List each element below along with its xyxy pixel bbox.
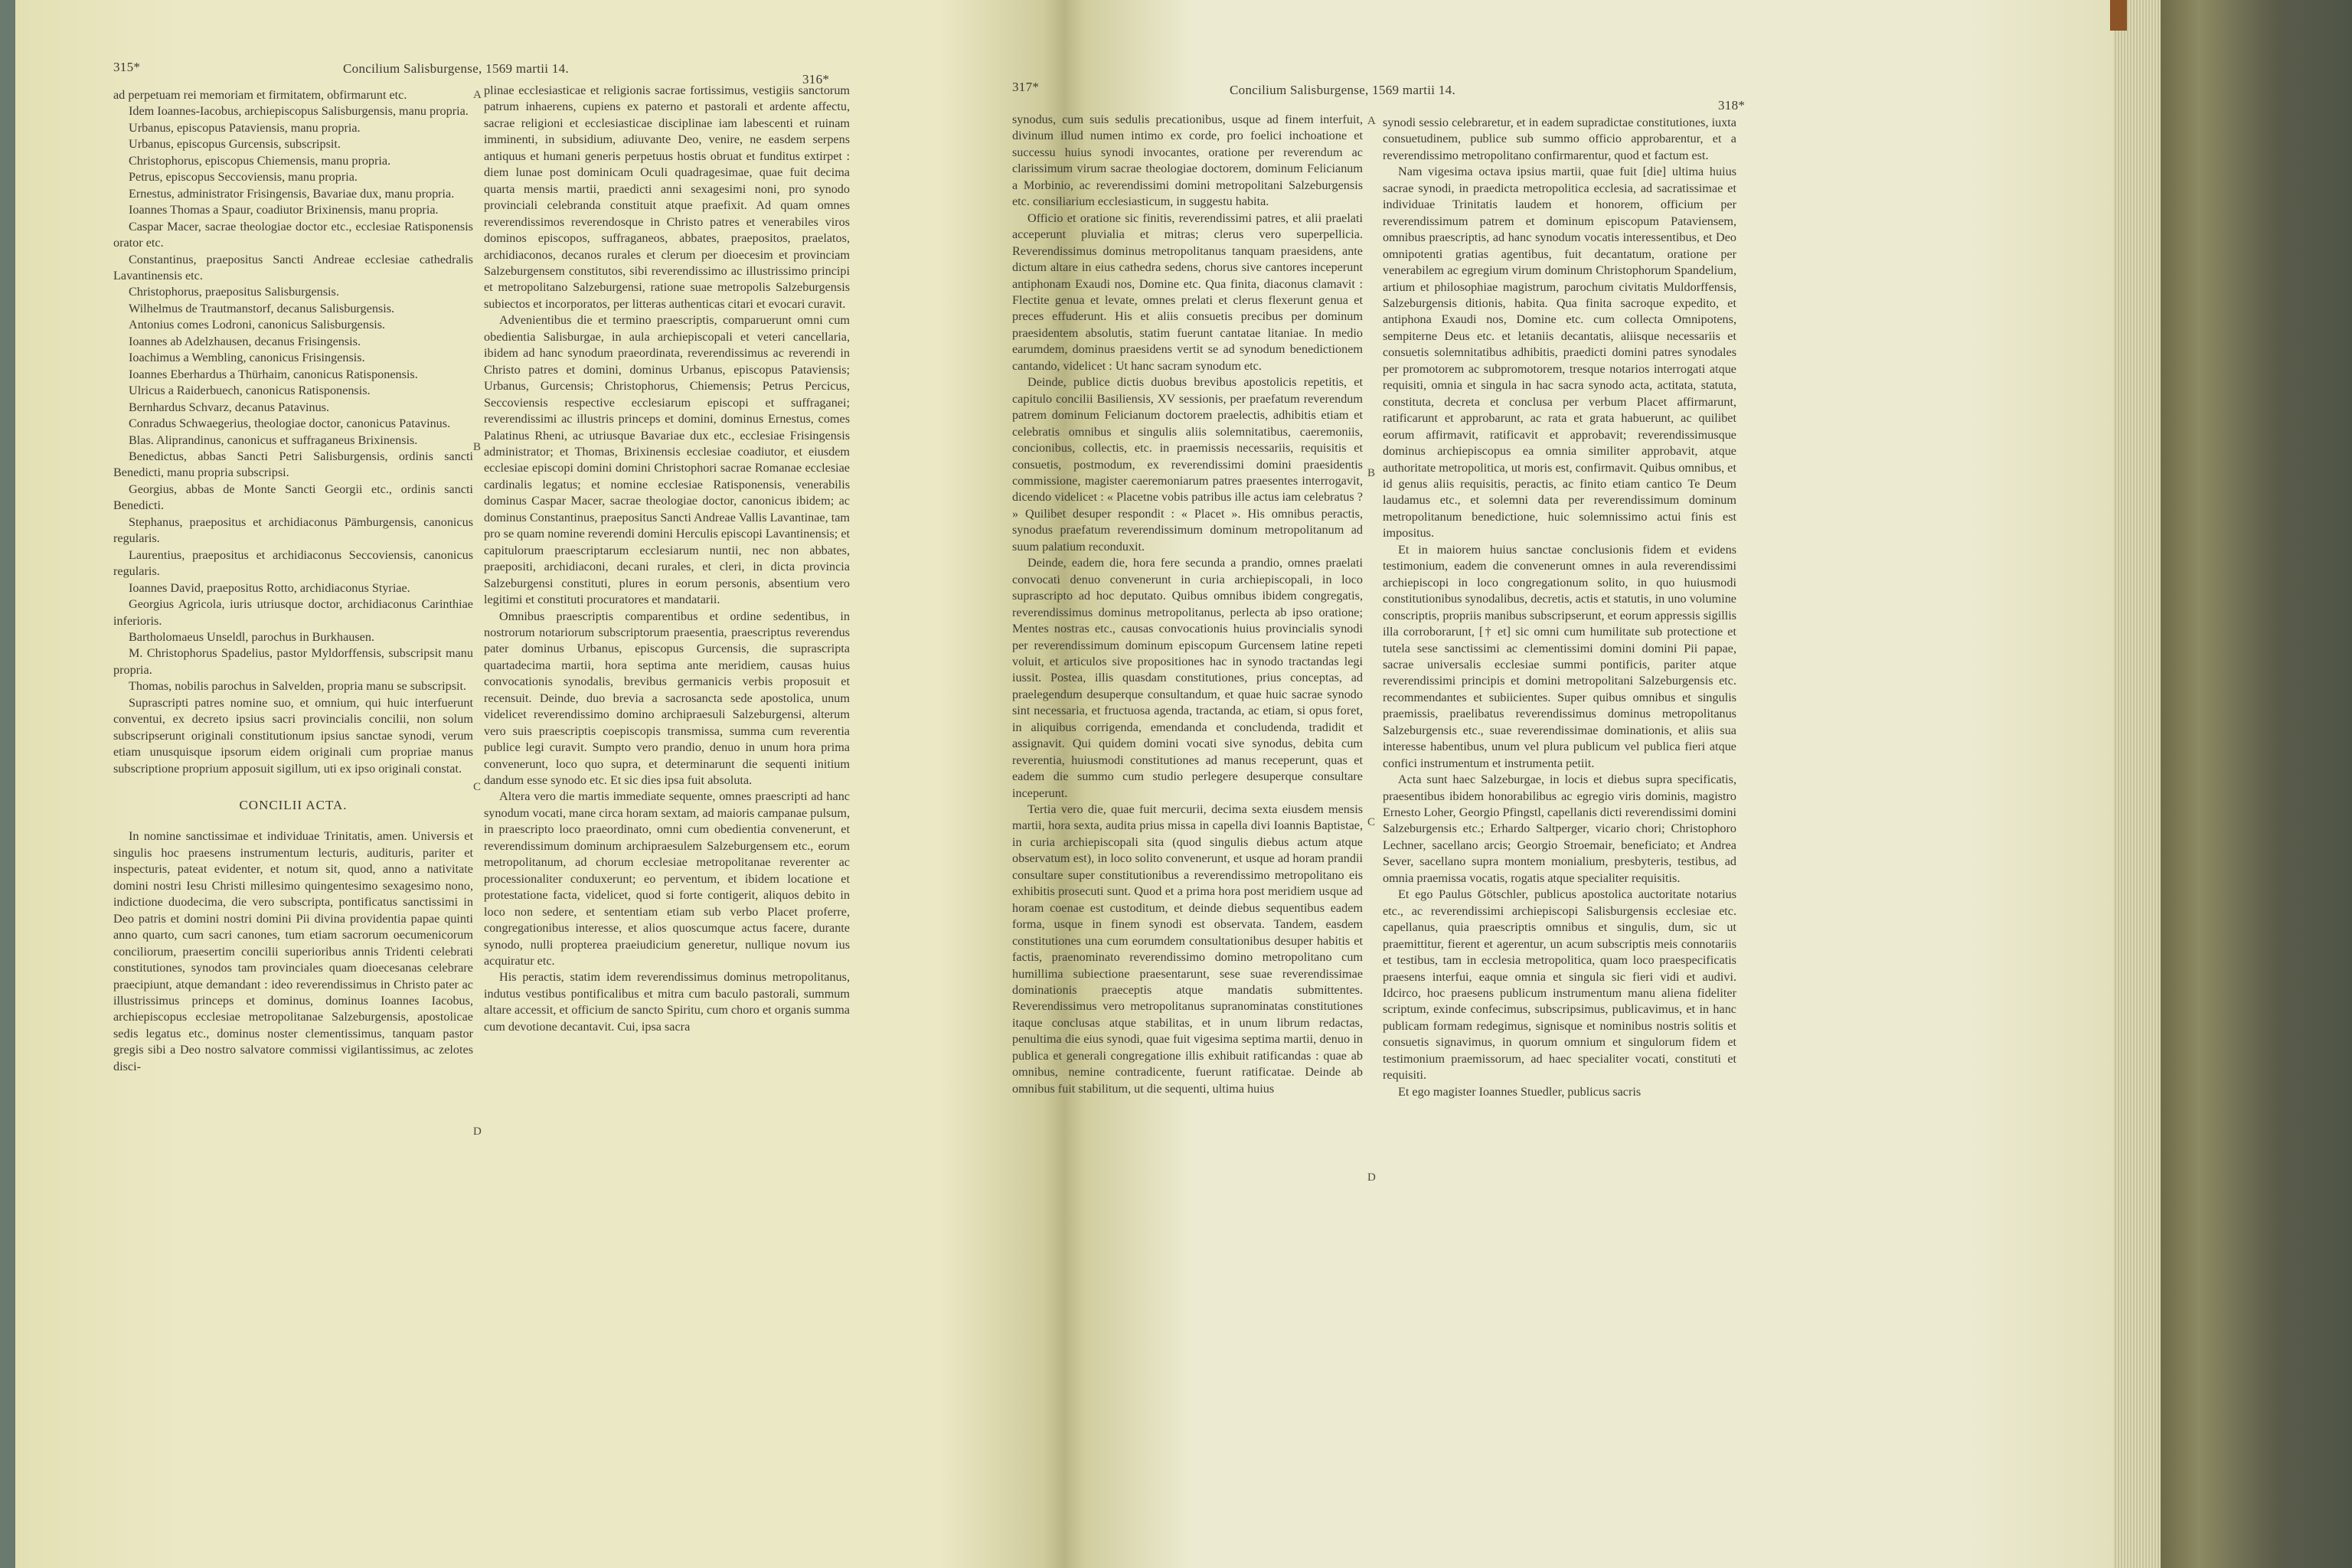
paragraph: Urbanus, episcopus Gurcensis, subscripsit. bbox=[129, 137, 341, 152]
paragraph: synodus, cum suis sedulis precationibus, usque ad finem interfuit, divinum illud numen intimo ex corde, pro foelici inchoatione et successu huius synodi invocantes, oratione per reverendum ac clarissimum virum sacrae theologiae doctorem, dominum Felicianum a Morbinio, ac reverendissimi domini metropolitani Salzeburgensis etc. consiliarium ecclesiasticum, in suggestu habita. bbox=[1012, 113, 1363, 209]
page-number-318: 318* bbox=[1718, 98, 1746, 113]
margin-letter-a: A bbox=[1367, 115, 1376, 127]
left-page-column-1 bbox=[113, 87, 473, 1075]
margin-letter-a: A bbox=[473, 89, 482, 101]
paragraph: Caspar Macer, sacrae theologiae doctor etc., ecclesiae Ratisponensis orator etc. bbox=[113, 219, 473, 250]
paragraph: Ernestus, administrator Frisingensis, Bavariae dux, manu propria. bbox=[129, 186, 455, 201]
paragraph: Blas. Aliprandinus, canonicus et suffraganeus Brixinensis. bbox=[129, 433, 418, 447]
paragraph: Et in maiorem huius sanctae conclusionis fidem et evidens testimonium, eadem die convenerunt omnes in aula reverendissimi archiepiscopi in loco congregationum solito, in quo huiusmodi constitutionibus synodalibus, decretis, actis et statutis, in uno volumine conscriptis, propriis manibus subscripserunt, et eorum appressis sigillis illa corroborarunt, [† et] sic omni cum humilitate sub protectione et tutela sese sanctissimi ac clementissimi domini domini Pii papae, sacrae universalis ecclesiae summi pontificis, pariter atque reverendissimi principis et domini metropolitani Salzeburgensis etc. recommendantes et subiicientes. Super quibus omnibus et singulis praemissis, praelibatus reverendissimus dominus metropolitanus Salzeburgensis etc., suae reverendissimae dominationis, et aliis sua interesse habentibus, unum vel plura publicum vel publica fieri atque confici instrumentum et instrumenta petiit. bbox=[1383, 542, 1736, 770]
paragraph: plinae ecclesiasticae et religionis sacrae fortissimus, vestigiis sanctorum patrum inhaerens, cupiens ex paterno et pastorali et ardente affectu, sacrae religioni et ecclesiasticae disciplinae iam labescenti et ruinam imminenti, in subsidium, adiuvante Deo, venire, ne easdem serpens antiquus et humani generis perpetuus hostis obruat et funditus extirpet : diem lunae post dominicam Oculi quadragesimae, quae fuit decima quarta mensis martii, praedicti anni sexagesimi noni, pro synodo provinciali celebranda constituit atque praefixit. Ad quam omnes reverendissimos reverendosque in Christo patres et venerabiles viros dominos episcopos, suffraganeos, abbates, praepositos, praelatos, archidiaconos, decanos rurales et clerum per dioecesim et provinciam Salzeburgensem constitutos, sibi reverendissimo ac illustrissimo principi et metropolitano Salzeburgensi, ratione suae metropolis Salzeburgensis subiectos et incorporatos, per litteras authenticas citari et evocari curavit. bbox=[484, 83, 850, 311]
right-page-column-2 bbox=[1383, 115, 1736, 1100]
paragraph: M. Christophorus Spadelius, pastor Myldorffensis, subscripsit manu propria. bbox=[113, 646, 473, 677]
paragraph: His peractis, statim idem reverendissimus dominus metropolitanus, indutus vestibus pontificalibus et mitra cum baculo pastorali, summum altare accessit, et officium de sancto Spiritu, cum choro et organis summa cum devotione decantavit. Cui, ipsa sacra bbox=[484, 970, 850, 1034]
paragraph: In nomine sanctissimae et individuae Trinitatis, amen. Universis et singulis hoc praesens instrumentum lecturis, audituris, pariter et inspecturis, pateat evidenter, et notum sit, quod, anno a nativitate domini nostri Iesu Christi millesimo quingentesimo sexagesimo nono, indictione duodecima, die vero subscripta, pontificatus sanctissimi in Deo patris et domini nostri domini Pii divina providentia papae quinti anno quarto, cum sacri canones, tum etiam sacrorum oecumenicorum conciliorum, praesertim concilii superioribus annis Tridenti celebrati constitutiones, synodos tam provinciales quam dioecesanas celebrare praecipiunt, atque demandant : ideo reverendissimus in Christo pater ac illustrissimus princeps et dominus, dominus Ioannes Iacobus, archiepiscopus ecclesiae metropolitanae Salzeburgensis, apostolicae sedis legatus etc., dominus noster clementissimus, tanquam pastor gregis sibi a Deo nostro salvatore commissi vigilantissimus, ac zelotes disci- bbox=[113, 829, 473, 1073]
right-page-column-1 bbox=[1012, 112, 1363, 1097]
paragraph: Et ego Paulus Götschler, publicus apostolica auctoritate notarius etc., ac reverendissimi archiepiscopi Salisburgensis ecclesiae etc. capellanus, quia praescriptis omnibus et singulis, dum, sic ut praemittitur, fierent et agerentur, un acum subscriptis meis connotariis et testibus, tam in ecclesia metropolitica, quam loco praespecificatis praesens interfui, eaque omnia et singula sic fieri vidi et audivi. Idcirco, hoc praesens publicum instrumentum manu aliena fideliter scriptum, exinde confecimus, subscripsimus, publicavimus, et in hanc publicam formam redegimus, signisque et nominibus nostris solitis et consuetis signavimus, in quorum omnium et singulorum fidem et testimonium praemissorum, ad haec specialiter vocati, constituti et requisiti. bbox=[1383, 887, 1736, 1083]
paragraph: Omnibus praescriptis comparentibus et ordine sedentibus, in nostrorum notariorum subscriptorum praesentia, praescriptus reverendus pater dominus Urbanus, episcopus Gurcensis, die suprascripta quartadecima martii, hora septima ante meridiem, causas huius convocationis synodalis, brevibus germanicis verbis proposuit et recensuit. Deinde, duo brevia a sacrosancta sede apostolica, unum videlicet reverendissimo domino archipraesuli Salzeburgensi, alterum vero suis praescriptis coepiscopis transmissa, summa cum reverentia publice legi curavit. Sumpto vero prandio, denuo in unum hora prima convenerunt, loco quo supra, et determinarunt die sequenti initium dandum esse synodo etc. Et sic dies ipsa fuit absoluta. bbox=[484, 609, 850, 788]
section-heading: CONCILII ACTA. bbox=[239, 798, 348, 813]
paragraph: Antonius comes Lodroni, canonicus Salisburgensis. bbox=[129, 318, 386, 332]
margin-letter-d: D bbox=[1367, 1171, 1376, 1184]
page-number-315: 315* bbox=[113, 60, 141, 74]
paragraph: Nam vigesima octava ipsius martii, quae fuit [die] ultima huius sacrae synodi, in praedicta metropolitica ecclesia, ad sacratissimae et individuae Trinitatis laudem et honorem, officium per reverendissimum patrem et dominum episcopum Pataviensem, omnibus praescriptis, ad hanc synodum vocatis interessentibus, et Deo omnipotenti gratias agentibus, fuit decantatum, oratione per venerabilem ac egregium virum dominum Christophorum Spandelium, artium et philosophiae magistrum, parochum civitatis Muldorffensis, Salzeburgensis ditionis, habita. Qua finita sacroque expedito, et antiphona Exaudi nos, Domine etc. cum collecta Omnipotens, sempiterne Deus etc. et letaniis decantatis, aliisque necessariis et consuetis solemnitatibus adhibitis, praedicti domini patres synodales per promotorem ac subpromotorem, tresque notarios interrogati atque requisiti, omnia et singula in hac sacra synodo acta, actitata, statuta, constituta, decreta et conclusa per verbum Placet affirmarunt, ratificarunt et approbarunt, ac rata et grata habuerunt, ac quilibet eorum affirmavit, ratificavit et approbavit; reverendissimusque dominus archiepiscopus ea omnia similiter approbavit, atque authoritate metropolitica, ut moris est, confirmavit. Quibus omnibus, et id genus aliis requisitis, peractis, ac finito etiam cantico Te Deum laudamus etc., et solemni data per reverendissimum dominum metropolitanum benedictione, huic solemnissimo actui finis est impositus. bbox=[1383, 165, 1736, 541]
margin-letter-b: B bbox=[1367, 467, 1376, 479]
paragraph: Laurentius, praepositus et archidiaconus Seccoviensis, canonicus regularis. bbox=[113, 547, 473, 579]
page-edges bbox=[2113, 0, 2161, 1568]
paragraph: Officio et oratione sic finitis, reverendissimi patres, et alii praelati acceperunt pluvialia et mitras; clerus vero superpellicia. Reverendissimus dominus metropolitanus tanquam praesidens, ante dictum altare in eius cathedra sedens, chorus sive cantores inceperunt antiphonam Exaudi nos, Domine etc. Qua finita, diaconus clamavit : Flectite genua et levate, omnes prelati et clerus flexerunt genua et preces effuderunt. His et aliis consuetis precibus per dominum praesidentem absolutis, statim fuerunt cantatae litaniae. In medio earumdem, dominus praesidens vertit se ad synodum benedictionem cantando, videlicet : Ut hanc sacram synodum etc. bbox=[1012, 211, 1363, 373]
running-title-right: Concilium Salisburgense, 1569 martii 14. bbox=[1230, 83, 1455, 97]
paragraph: Georgius Agricola, iuris utriusque doctor, archidiaconus Carinthiae inferioris. bbox=[113, 597, 473, 628]
bookmark-ribbon bbox=[2110, 0, 2127, 31]
page-number-317: 317* bbox=[1012, 80, 1040, 94]
paragraph: Wilhelmus de Trautmanstorf, decanus Salisburgensis. bbox=[129, 301, 395, 315]
paragraph: Bernhardus Schvarz, decanus Patavinus. bbox=[129, 400, 330, 414]
paragraph: Thomas, nobilis parochus in Salvelden, propria manu se subscripsit. bbox=[129, 679, 467, 694]
paragraph: Acta sunt haec Salzeburgae, in locis et diebus supra specificatis, praesentibus ibidem honorabilibus ac egregio viris dominis, magistro Ernesto Loher, Georgio Pfingstl, capellanis dicti reverendissimi domini Salzeburgensis etc.; Erhardo Saltperger, vicario chori; Christophoro Lechner, sacellano arcis; Georgio Stroemair, beneficiato; et Andrea Sever, sacellano supra montem monialium, presbyteris, testibus, ad omnia praemissa vocatis, rogatis atque specialiter requisitis. bbox=[1383, 773, 1736, 885]
paragraph: Ioachimus a Wembling, canonicus Frisingensis. bbox=[129, 351, 365, 365]
margin-letter-d: D bbox=[473, 1125, 482, 1138]
margin-letter-c: C bbox=[1367, 816, 1376, 828]
left-page-column-2 bbox=[484, 83, 850, 1035]
paragraph: Georgius, abbas de Monte Sancti Georgii etc., ordinis sancti Benedicti. bbox=[113, 482, 473, 513]
paragraph: Stephanus, praepositus et archidiaconus Pämburgensis, canonicus regularis. bbox=[113, 514, 473, 546]
paragraph: Ioannes Thomas a Spaur, coadiutor Brixinensis, manu propria. bbox=[129, 203, 439, 217]
paragraph: Ioannes ab Adelzhausen, decanus Frisingensis. bbox=[129, 334, 361, 348]
paragraph: Constantinus, praepositus Sancti Andreae ecclesiae cathedralis Lavantinensis etc. bbox=[113, 252, 473, 283]
paragraph: Advenientibus die et termino praescriptis, comparuerunt omni cum obedientia Salisburgae, in aula archiepiscopali et veteri cancellaria, ibidem ad hanc synodum praeordinata, reverendissimus ac reverendi in Christo patres et domini, dominus Urbanus, episcopus Pataviensis; Urbanus, Gurcensis; Christophorus, Chiemensis; Petrus Percicus, Seccoviensis respective ecclesiarum episcopi et suffraganei; reverendissimi ac illustris princeps et domini, dominus Ernestus, comes Palatinus Rheni, ac utriusque Bavariae dux etc., ecclesiae Frisingensis administrator; et Thomas, Brixinensis ecclesiae coadiutor, et eiusdem ecclesiae episcopi domini domini Christophori sacrae Romanae ecclesiae cardinalis legatus; et nomine ecclesiae Ratisponensis, venerabilis dominus Caspar Macer, sacrae theologiae doctor, canonicus ibidem; ac dominus Constantinus, praepositus Sancti Andreae Vallis Lavantinae, tam pro se quam nomine reverendi domini Herculis episcopi Lavantinensis; et capitulorum praescriptarum ecclesiarum nuntii, nec non abbates, praepositi, archidiaconi, decani rurales, et cleri, in dicta provincia Salzeburgensi constituti, plures in eorum personis, absentium vero legitimi et constituti procuratores et mandatarii. bbox=[484, 313, 850, 607]
paragraph: Altera vero die martis immediate sequente, omnes praescripti ad hanc synodum vocati, mane circa horam sextam, ad maioris campanae pulsum, in praescripto loco praeordinato, omni cum obedientia convenerunt, et reverendissimum dominum archipraesulem Salzeburgensem etc., eorum metropolitanum, ad chorum ecclesiae metropolitanae reverenter ac processionaliter conduxerunt; eo perventum, et ibidem locatione et protestatione facta, videlicet, quod si forte contigerit, aliquos debito in loco non sedere, et sententiam etiam sub verbo Placet proferre, congregationibus interesse, et alios quoscumque actus facere, durante synodo, nulli propterea praeiudicium generetur, nullique novum ius acquiratur etc. bbox=[484, 789, 850, 969]
paragraph: Bartholomaeus Unseldl, parochus in Burkhausen. bbox=[129, 629, 374, 644]
paragraph: ad perpetuam rei memoriam et firmitatem, obfirmarunt etc. bbox=[113, 88, 407, 102]
page-number-316: 316* bbox=[802, 72, 830, 87]
margin-letter-b: B bbox=[473, 441, 482, 453]
paragraph: Ulricus a Raiderbuech, canonicus Ratisponensis. bbox=[129, 384, 371, 398]
paragraph: Deinde, publice dictis duobus brevibus apostolicis repetitis, et capitulo concilii Basiliensis, XV sessionis, per praefatum reverendum patrem dominum Felicianum doctorem praelectis, adhibitis etiam et celebratis omnibus et singulis aliis solemnitatibus, caeremoniis, concionibus, collectis, etc. in praemissis necessariis, requisitis et consuetis, postmodum, ex reverendissimi domini praesidentis commissione, magister caeremoniarum patres praesentes interrogavit, dicendo videlicet : « Placetne vobis patribus ille actus iam celebratus ? » Quilibet desuper respondit : « Placet ». His omnibus peractis, synodus praefatum reverendissimum dominum metropolitanum ad suum palatium reconduxit. bbox=[1012, 375, 1363, 554]
paragraph: Urbanus, episcopus Pataviensis, manu propria. bbox=[129, 120, 361, 135]
paragraph: Et ego magister Ioannes Stuedler, publicus sacris bbox=[1398, 1084, 1642, 1099]
paragraph: Suprascripti patres nomine suo, et omnium, qui huic interfuerunt conventui, ex decreto ipsius sacri provincialis concilii, non solum subscripserunt originali constitutionum ipsius sanctae synodi, verum etiam unusquisque ipsorum eidem originali cum propriae manus subscriptione proprium apposuit sigillum, uti ex ipso originali constat. bbox=[113, 695, 473, 776]
paragraph: synodi sessio celebraretur, et in eadem supradictae constitutiones, iuxta consuetudinem, publice sub summo officio approbarentur, et a reverendissimo metropolitano confirmarentur, quod et factum est. bbox=[1383, 116, 1736, 162]
book-cover bbox=[2161, 0, 2352, 1568]
paragraph: Petrus, episcopus Seccoviensis, manu propria. bbox=[129, 170, 358, 185]
margin-letter-c: C bbox=[473, 781, 482, 793]
paragraph: Benedictus, abbas Sancti Petri Salisburgensis, ordinis sancti Benedicti, manu propria subscripsi. bbox=[113, 449, 473, 480]
paragraph: Deinde, eadem die, hora fere secunda a prandio, omnes praelati convocati denuo convenerunt in curia archiepiscopali, in loco suprascripto ad hoc deputato. Quibus omnibus ibidem congregatis, reverendissimus dominus metropolitanus, perlecta ab ipso oratione; Mentes nostras etc., causas convocationis huius provincialis synodi per reverendissimum dominum episcopum Gurcensem latine repeti voluit, et articulos sive propositiones hac in synodo tractandas legi iussit. Postea, illis quasdam constitutiones, prius conceptas, ad praelegendum desuperque consultandum, et quae huic sacrae synodo sint necessaria, et fructuosa agenda, tractanda, ac etiam, si opus foret, in aliquibus corrigenda, emendanda et concludenda, tradidit et assignavit. Qui quidem domini vocati sive synodus, debita cum reverentia, huiusmodi constitutiones ad manus receperunt, quas et eadem die summo cum studio perlegere desuperque consultare inceperunt. bbox=[1012, 556, 1363, 800]
paragraph: Christophorus, episcopus Chiemensis, manu propria. bbox=[129, 153, 391, 168]
running-title-left: Concilium Salisburgense, 1569 martii 14. bbox=[343, 61, 569, 76]
paragraph: Ioannes David, praepositus Rotto, archidiaconus Styriae. bbox=[129, 580, 410, 595]
paragraph: Idem Ioannes-Iacobus, archiepiscopus Salisburgensis, manu propria. bbox=[129, 104, 469, 119]
paragraph: Conradus Schwaegerius, theologiae doctor, canonicus Patavinus. bbox=[129, 416, 451, 431]
paragraph: Christophorus, praepositus Salisburgensis. bbox=[129, 285, 339, 299]
paragraph: Tertia vero die, quae fuit mercurii, decima sexta eiusdem mensis martii, hora sexta, audita prius missa in capella divi Ioannis Baptistae, in curia archiepiscopali sita (quod singulis diebus actum atque observatum est), in loco solito convenerunt, et usque ad horam prandii consultare super constitutionibus a reverendissimo metropolitano eis exhibitis prosecuti sunt. Quod et a prima hora post meridiem usque ad horam coenae est custoditum, et deinde diebus sequentibus eadem forma, usque in finem synodi est observata. Tandem, easdem constitutiones una cum eorumdem consultationibus desuper habitis et factis, praenominato reverendissimo domino metropolitano cum humillima subiectione praesentarunt, sese suae reverendissimae dominationis praeceptis atque mandatis submittentes. Reverendissimus vero metropolitanus supranominatas constitutiones itaque conclusas atque stabilitas, et in unum librum redactas, penultima die eius synodi, quae fuit vigesima septima martii, denuo in publica et generali congregatione illis exhibuit ratificandas : quae ab omnibus, nemine contradicente, fuerunt ratificatae. Deinde ab omnibus fuit stabilitum, ut die sequenti, ultima huius bbox=[1012, 802, 1363, 1096]
paragraph: Ioannes Eberhardus a Thürhaim, canonicus Ratisponensis. bbox=[129, 367, 418, 381]
